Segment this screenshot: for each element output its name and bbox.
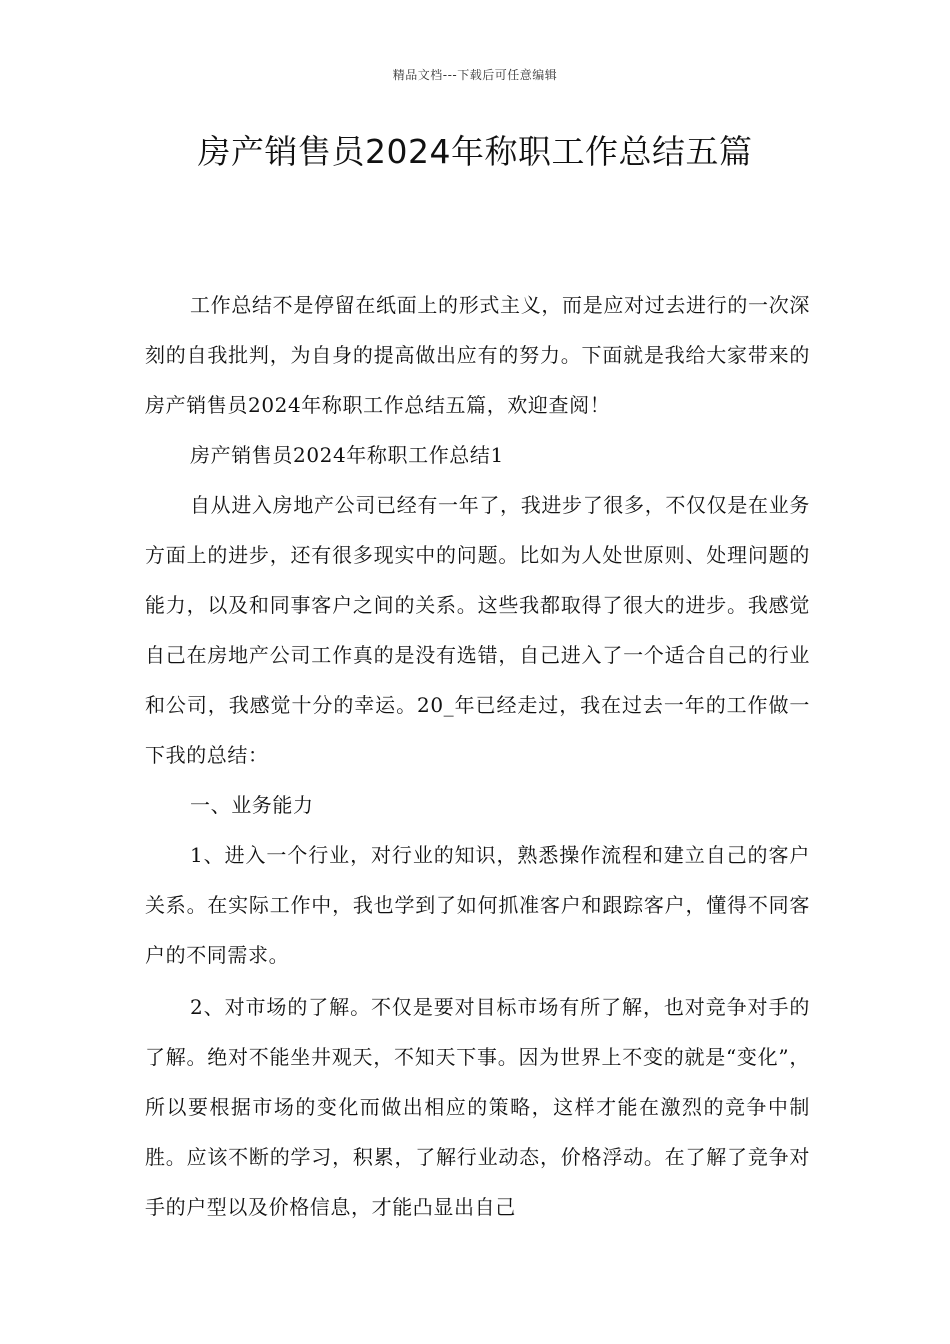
body-paragraph: 自从进入房地产公司已经有一年了，我进步了很多，不仅仅是在业务方面上的进步，还有很多现实中的问题。比如为人处世原则、处理问题的能力，以及和同事客户之间的关系。这些我都取得了很大的进步。我感觉自己在房地产公司工作真的是没有选错，自己进入了一个适合自己的行业和公司，我感觉十分的幸运。20_年已经走过，我在过去一年的工作做一下我的总结：: [145, 493, 810, 767]
intro-paragraph: 工作总结不是停留在纸面上的形式主义，而是应对过去进行的一次深刻的自我批判，为自身的提高做出应有的努力。下面就是我给大家带来的房产销售员2024年称职工作总结五篇，欢迎查阅！: [145, 293, 810, 417]
document-title: 房产销售员2024年称职工作总结五篇: [197, 132, 753, 171]
section-heading: 房产销售员2024年称职工作总结1: [190, 443, 504, 467]
subsection-heading: 一、业务能力: [190, 793, 314, 817]
body-paragraph: 2、对市场的了解。不仅是要对目标市场有所了解，也对竞争对手的了解。绝对不能坐井观天，不知天下事。因为世界上不变的就是“变化”，所以要根据市场的变化而做出相应的策略，这样才能在激烈的竞争中制胜。应该不断的学习，积累，了解行业动态，价格浮动。在了解了竞争对手的户型以及价格信息，才能凸显出自己: [145, 995, 810, 1219]
body-paragraph: 1、进入一个行业，对行业的知识，熟悉操作流程和建立自己的客户关系。在实际工作中，我也学到了如何抓准客户和跟踪客户，懂得不同客户的不同需求。: [145, 843, 810, 967]
header-note: 精品文档---下载后可任意编辑: [392, 68, 558, 82]
document-body: [145, 280, 810, 1232]
